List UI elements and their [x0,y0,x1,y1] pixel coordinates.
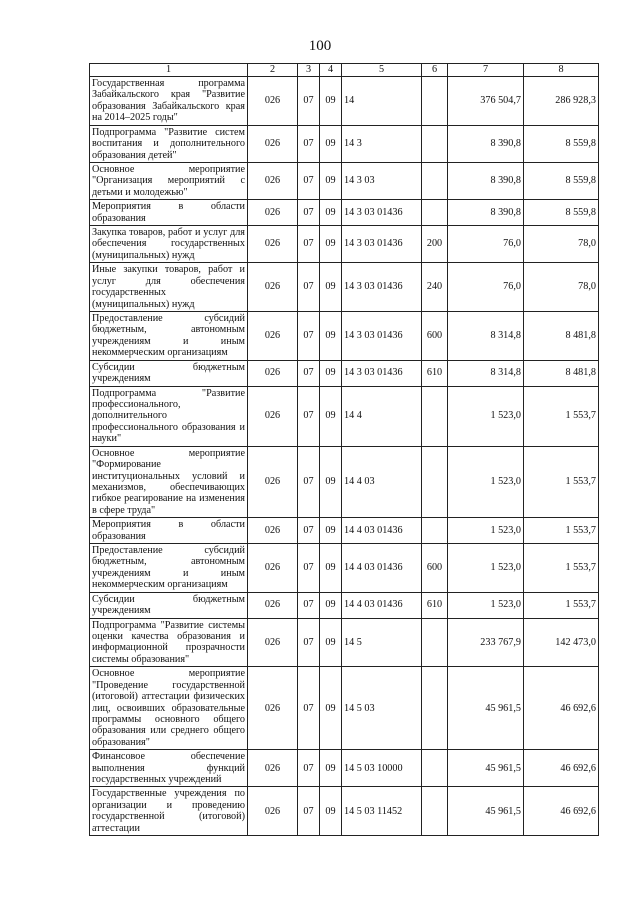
expense-type-code [422,125,448,162]
target-article-code: 14 5 03 10000 [342,750,422,787]
table-row [90,446,599,518]
amount-year-2: 1 553,7 [524,592,599,618]
ved-code: 026 [248,544,298,593]
section-code: 07 [298,360,320,386]
subsection-code: 09 [320,226,342,263]
subsection-code: 09 [320,360,342,386]
subsection-code: 09 [320,446,342,518]
amount-year-1: 376 504,7 [448,77,524,126]
amount-year-1: 233 767,9 [448,618,524,667]
subsection-code: 09 [320,312,342,361]
column-header: 4 [320,64,342,77]
expense-type-code: 610 [422,360,448,386]
expense-type-code: 240 [422,263,448,312]
expense-type-code [422,446,448,518]
column-header: 8 [524,64,599,77]
row-name: Основное мероприятие "Формирование институциональных условий и механизмов, обеспечивающих гибкое реагирование на изменения в сфере труда" [90,446,248,518]
header-row [90,64,599,77]
amount-year-2: 46 692,6 [524,787,599,836]
section-code: 07 [298,544,320,593]
section-code: 07 [298,592,320,618]
column-header: 3 [298,64,320,77]
section-code: 07 [298,750,320,787]
ved-code: 026 [248,518,298,544]
row-name: Подпрограмма "Развитие профессионального, дополнительного профессионального образования и науки" [90,386,248,446]
ved-code: 026 [248,77,298,126]
expense-type-code [422,162,448,199]
table-row [90,787,599,836]
section-code: 07 [298,787,320,836]
amount-year-2: 8 481,8 [524,360,599,386]
budget-table [89,63,599,836]
table-row [90,618,599,667]
amount-year-1: 1 523,0 [448,592,524,618]
page-number: 100 [308,38,332,54]
ved-code: 026 [248,592,298,618]
amount-year-2: 78,0 [524,226,599,263]
table-row [90,544,599,593]
ved-code: 026 [248,200,298,226]
row-name: Финансовое обеспечение выполнения функций государственных учреждений [90,750,248,787]
section-code: 07 [298,386,320,446]
amount-year-2: 1 553,7 [524,518,599,544]
amount-year-1: 76,0 [448,226,524,263]
row-name: Мероприятия в области образования [90,518,248,544]
subsection-code: 09 [320,544,342,593]
target-article-code: 14 4 03 [342,446,422,518]
expense-type-code [422,518,448,544]
target-article-code: 14 5 [342,618,422,667]
table-row [90,667,599,750]
ved-code: 026 [248,360,298,386]
target-article-code: 14 4 03 01436 [342,518,422,544]
table-row [90,263,599,312]
table-row [90,386,599,446]
expense-type-code [422,667,448,750]
amount-year-2: 286 928,3 [524,77,599,126]
column-header: 7 [448,64,524,77]
table-row [90,592,599,618]
ved-code: 026 [248,125,298,162]
expense-type-code: 610 [422,592,448,618]
amount-year-1: 8 390,8 [448,125,524,162]
amount-year-1: 76,0 [448,263,524,312]
target-article-code: 14 3 03 01436 [342,312,422,361]
expense-type-code [422,750,448,787]
table-header [90,64,599,77]
column-header: 6 [422,64,448,77]
expense-type-code [422,77,448,126]
amount-year-1: 1 523,0 [448,386,524,446]
target-article-code: 14 5 03 11452 [342,787,422,836]
target-article-code: 14 4 [342,386,422,446]
table-row [90,518,599,544]
amount-year-1: 8 390,8 [448,200,524,226]
section-code: 07 [298,200,320,226]
subsection-code: 09 [320,125,342,162]
amount-year-1: 1 523,0 [448,544,524,593]
table-row [90,360,599,386]
ved-code: 026 [248,750,298,787]
target-article-code: 14 3 03 01436 [342,263,422,312]
ved-code: 026 [248,446,298,518]
target-article-code: 14 3 03 [342,162,422,199]
row-name: Предоставление субсидий бюджетным, автономным учреждениям и иным некоммерческим организациям [90,544,248,593]
ved-code: 026 [248,162,298,199]
table-row [90,125,599,162]
amount-year-1: 45 961,5 [448,750,524,787]
column-header: 1 [90,64,248,77]
subsection-code: 09 [320,263,342,312]
amount-year-2: 142 473,0 [524,618,599,667]
target-article-code: 14 4 03 01436 [342,544,422,593]
section-code: 07 [298,312,320,361]
table-row [90,312,599,361]
ved-code: 026 [248,787,298,836]
target-article-code: 14 4 03 01436 [342,592,422,618]
row-name: Подпрограмма "Развитие системы оценки качества образования и информационной прозрачности системы образования" [90,618,248,667]
subsection-code: 09 [320,787,342,836]
row-name: Иные закупки товаров, работ и услуг для обеспечения государственных (муниципальных) нужд [90,263,248,312]
subsection-code: 09 [320,162,342,199]
expense-type-code [422,386,448,446]
row-name: Предоставление субсидий бюджетным, автономным учреждениям и иным некоммерческим организациям [90,312,248,361]
amount-year-2: 8 559,8 [524,200,599,226]
row-name: Субсидии бюджетным учреждениям [90,360,248,386]
section-code: 07 [298,263,320,312]
target-article-code: 14 3 [342,125,422,162]
row-name: Основное мероприятие "Организация мероприятий с детьми и молодежью" [90,162,248,199]
ved-code: 026 [248,386,298,446]
table-row [90,200,599,226]
row-name: Мероприятия в области образования [90,200,248,226]
amount-year-1: 8 314,8 [448,360,524,386]
amount-year-1: 1 523,0 [448,518,524,544]
subsection-code: 09 [320,386,342,446]
ved-code: 026 [248,667,298,750]
row-name: Основное мероприятие "Проведение государственной (итоговой) аттестации физических лиц, освоивших образовательные программы основного общего образования или среднего общего образования" [90,667,248,750]
amount-year-1: 8 314,8 [448,312,524,361]
table-body [90,77,599,836]
expense-type-code [422,200,448,226]
amount-year-2: 1 553,7 [524,386,599,446]
subsection-code: 09 [320,77,342,126]
table-row [90,750,599,787]
section-code: 07 [298,667,320,750]
amount-year-2: 46 692,6 [524,667,599,750]
subsection-code: 09 [320,667,342,750]
amount-year-2: 8 559,8 [524,162,599,199]
ved-code: 026 [248,263,298,312]
amount-year-2: 1 553,7 [524,446,599,518]
expense-type-code: 600 [422,544,448,593]
amount-year-2: 8 559,8 [524,125,599,162]
amount-year-2: 8 481,8 [524,312,599,361]
section-code: 07 [298,226,320,263]
row-name: Государственная программа Забайкальского края "Развитие образования Забайкальского края на 2014–2025 годы" [90,77,248,126]
ved-code: 026 [248,226,298,263]
target-article-code: 14 [342,77,422,126]
row-name: Субсидии бюджетным учреждениям [90,592,248,618]
section-code: 07 [298,162,320,199]
amount-year-2: 46 692,6 [524,750,599,787]
subsection-code: 09 [320,518,342,544]
table-row [90,162,599,199]
expense-type-code: 200 [422,226,448,263]
expense-type-code [422,787,448,836]
row-name: Подпрограмма "Развитие систем воспитания и дополнительного образования детей" [90,125,248,162]
column-header: 5 [342,64,422,77]
subsection-code: 09 [320,200,342,226]
amount-year-1: 45 961,5 [448,787,524,836]
table-row [90,77,599,126]
section-code: 07 [298,77,320,126]
expense-type-code: 600 [422,312,448,361]
row-name: Закупка товаров, работ и услуг для обеспечения государственных (муниципальных) нужд [90,226,248,263]
column-header: 2 [248,64,298,77]
section-code: 07 [298,618,320,667]
table-row [90,226,599,263]
section-code: 07 [298,125,320,162]
amount-year-2: 1 553,7 [524,544,599,593]
section-code: 07 [298,446,320,518]
target-article-code: 14 5 03 [342,667,422,750]
subsection-code: 09 [320,618,342,667]
row-name: Государственные учреждения по организации и проведению государственной (итоговой) аттестации [90,787,248,836]
target-article-code: 14 3 03 01436 [342,226,422,263]
target-article-code: 14 3 03 01436 [342,200,422,226]
amount-year-1: 1 523,0 [448,446,524,518]
amount-year-1: 45 961,5 [448,667,524,750]
section-code: 07 [298,518,320,544]
expense-type-code [422,618,448,667]
amount-year-1: 8 390,8 [448,162,524,199]
subsection-code: 09 [320,750,342,787]
subsection-code: 09 [320,592,342,618]
amount-year-2: 78,0 [524,263,599,312]
ved-code: 026 [248,312,298,361]
ved-code: 026 [248,618,298,667]
target-article-code: 14 3 03 01436 [342,360,422,386]
